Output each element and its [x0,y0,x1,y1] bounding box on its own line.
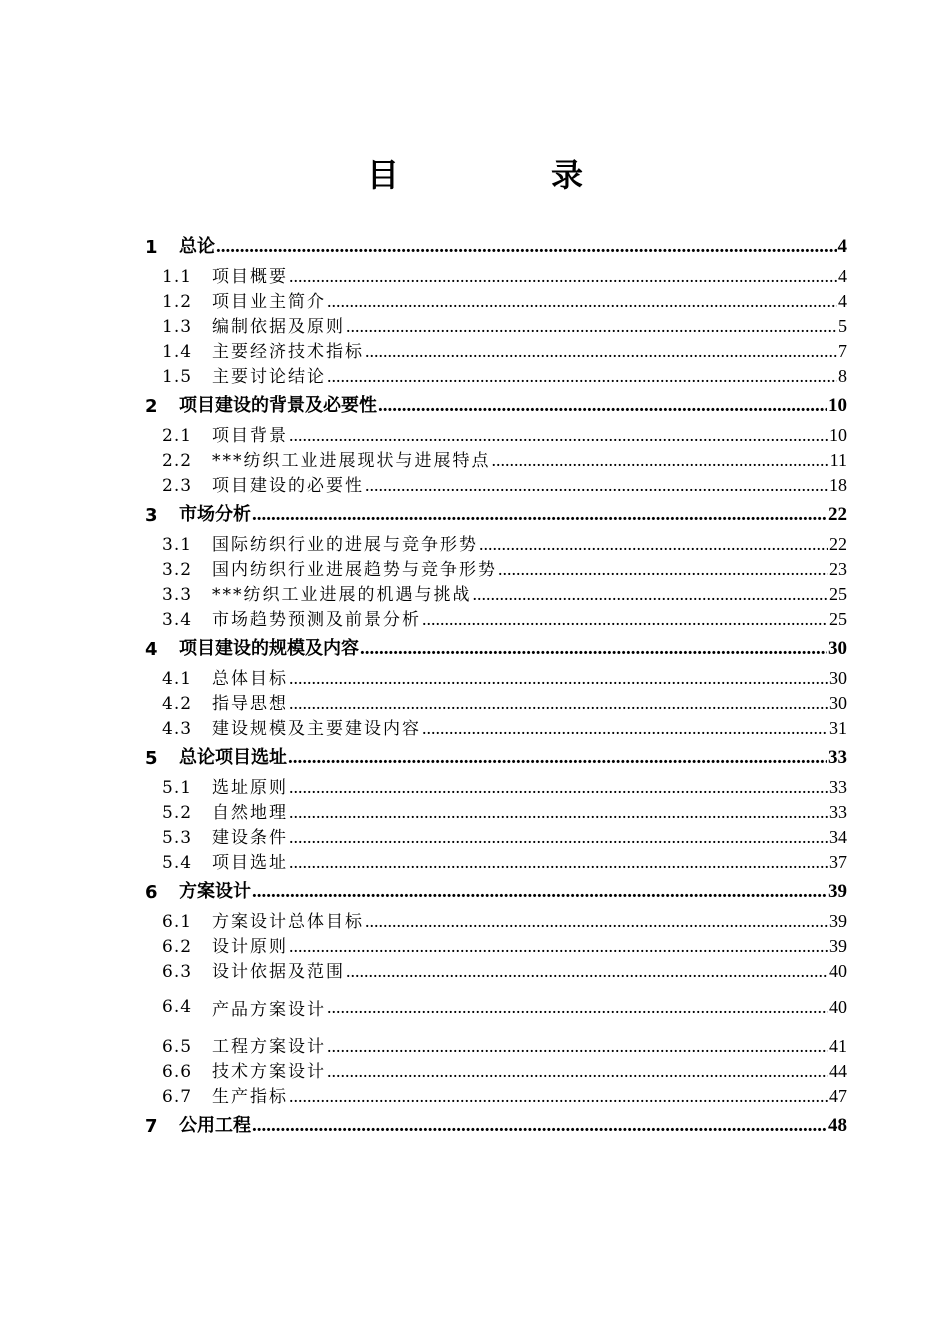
chapter-title: 项目建设的背景及必要性 [179,395,377,416]
section-title: 国际纺织行业的进展与竞争形势 [212,535,478,555]
section-page-number: 25 [829,584,847,604]
chapter-page-number: 33 [828,747,847,768]
section-title: 产品方案设计 [212,999,326,1020]
dot-leader [346,316,837,337]
toc-section-4-3[interactable] [145,714,847,739]
dot-leader [289,802,828,823]
chapter-number: 5 [145,748,158,769]
dot-leader [252,881,827,903]
section-number: 6.3 [162,962,193,982]
section-title: 项目背景 [212,426,288,446]
chapter-page-number: 4 [837,236,847,257]
chapter-number: 4 [145,639,158,660]
dot-leader [289,668,828,689]
toc-section-6-4[interactable] [145,982,847,1032]
section-number: 6.1 [162,912,193,932]
toc-section-2-3[interactable] [145,471,847,496]
section-title: 指导思想 [212,694,288,714]
dot-leader [252,1115,827,1137]
chapter-title: 方案设计 [179,881,251,902]
section-page-number: 39 [829,936,847,956]
section-title: 设计原则 [212,937,288,957]
chapter-page-number: 48 [828,1115,847,1136]
section-number: 1.5 [162,367,193,387]
dot-leader [289,777,828,798]
table-of-contents [145,232,847,1141]
toc-section-5-1[interactable] [145,773,847,798]
toc-section-2-1[interactable] [145,421,847,446]
section-title: 项目概要 [212,267,288,287]
toc-chapter-4[interactable] [145,634,847,660]
section-title: 项目建设的必要性 [212,476,364,496]
toc-section-4-1[interactable] [145,664,847,689]
chapter-page-number: 39 [828,881,847,902]
dot-leader [288,747,827,769]
dot-leader [289,827,828,848]
dot-leader [473,584,829,605]
toc-section-3-2[interactable] [145,555,847,580]
section-number: 5.1 [162,778,193,798]
section-title: 市场趋势预测及前景分析 [212,610,421,630]
toc-section-3-3[interactable] [145,580,847,605]
chapter-number: 3 [145,505,158,526]
section-number: 3.4 [162,610,193,630]
toc-section-6-3[interactable] [145,957,847,982]
section-page-number: 39 [829,911,847,931]
toc-chapter-2[interactable] [145,391,847,417]
chapter-title: 总论项目选址 [179,747,287,768]
dot-leader [289,693,828,714]
toc-section-1-2[interactable] [145,287,847,312]
dot-leader [252,504,827,526]
toc-section-3-1[interactable] [145,530,847,555]
section-page-number: 22 [829,534,847,554]
chapter-page-number: 22 [828,504,847,525]
section-number: 3.3 [162,585,193,605]
section-number: 1.3 [162,317,193,337]
section-title: 总体目标 [212,669,288,689]
section-number: 5.3 [162,828,193,848]
toc-chapter-1[interactable] [145,232,847,258]
section-title: 选址原则 [212,778,288,798]
section-number: 6.6 [162,1062,193,1082]
section-number: 6.7 [162,1087,193,1107]
section-title: ***纺织工业进展的机遇与挑战 [212,585,472,605]
section-number: 4.2 [162,694,193,714]
toc-section-2-2[interactable] [145,446,847,471]
section-page-number: 40 [829,961,847,981]
dot-leader [327,366,837,387]
section-number: 1.4 [162,342,193,362]
toc-chapter-6[interactable] [145,877,847,903]
chapter-page-number: 10 [828,395,847,416]
chapter-number: 6 [145,882,158,903]
dot-leader [289,852,828,873]
section-page-number: 4 [838,266,847,286]
section-number: 2.1 [162,426,193,446]
toc-chapter-7[interactable] [145,1111,847,1137]
toc-section-1-3[interactable] [145,312,847,337]
section-title: 主要讨论结论 [212,367,326,387]
section-page-number: 10 [829,425,847,445]
section-page-number: 18 [829,475,847,495]
section-title: 设计依据及范围 [212,962,345,982]
section-number: 4.1 [162,669,193,689]
toc-chapter-5[interactable] [145,743,847,769]
section-page-number: 25 [829,609,847,629]
dot-leader [498,559,828,580]
section-title: 生产指标 [212,1087,288,1107]
section-title: 主要经济技术指标 [212,342,364,362]
section-page-number: 23 [829,559,847,579]
chapter-number: 7 [145,1116,158,1137]
section-number: 1.1 [162,267,193,287]
dot-leader [327,1061,828,1082]
dot-leader [289,425,828,446]
chapter-title: 公用工程 [179,1115,251,1136]
dot-leader [289,936,828,957]
section-title: 方案设计总体目标 [212,912,364,932]
section-title: 工程方案设计 [212,1037,326,1057]
dot-leader [360,638,827,660]
chapter-title: 项目建设的规模及内容 [179,638,359,659]
toc-section-6-7[interactable] [145,1082,847,1107]
section-title: 国内纺织行业进展趋势与竞争形势 [212,560,497,580]
section-number: 6.4 [162,997,193,1017]
section-number: 6.5 [162,1037,193,1057]
section-page-number: 30 [829,668,847,688]
dot-leader [289,266,837,287]
section-title: 建设条件 [212,828,288,848]
section-number: 5.4 [162,853,193,873]
dot-leader [422,718,828,739]
section-page-number: 33 [829,802,847,822]
dot-leader [422,609,828,630]
section-page-number: 7 [838,341,847,361]
section-title: 技术方案设计 [212,1062,326,1082]
section-title: 自然地理 [212,803,288,823]
toc-section-6-1[interactable] [145,907,847,932]
toc-section-6-6[interactable] [145,1057,847,1082]
section-title: 项目选址 [212,853,288,873]
section-number: 1.2 [162,292,193,312]
section-number: 4.3 [162,719,193,739]
dot-leader [479,534,828,555]
chapter-page-number: 30 [828,638,847,659]
section-page-number: 37 [829,852,847,872]
section-number: 3.1 [162,535,193,555]
chapter-number: 2 [145,396,158,417]
toc-section-6-5[interactable] [145,1032,847,1057]
dot-leader [346,961,828,982]
section-number: 2.2 [162,451,193,471]
dot-leader [378,395,827,417]
chapter-title: 总论 [179,236,215,257]
toc-section-5-4[interactable] [145,848,847,873]
section-page-number: 8 [838,366,847,386]
dot-leader [327,291,837,312]
dot-leader [365,475,828,496]
section-page-number: 34 [829,827,847,847]
section-title: 项目业主简介 [212,292,326,312]
toc-chapter-3[interactable] [145,500,847,526]
dot-leader [216,236,837,258]
dot-leader [289,1086,828,1107]
section-page-number: 41 [829,1036,847,1056]
dot-leader [492,450,829,471]
toc-section-4-2[interactable] [145,689,847,714]
dot-leader [365,911,828,932]
section-number: 3.2 [162,560,193,580]
section-page-number: 5 [838,316,847,336]
toc-section-1-1[interactable] [145,262,847,287]
dot-leader [327,1036,828,1057]
section-page-number: 47 [829,1086,847,1106]
section-title: 编制依据及原则 [212,317,345,337]
section-page-number: 44 [829,1061,847,1081]
section-title: 建设规模及主要建设内容 [212,719,421,739]
dot-leader [327,997,828,1018]
section-page-number: 11 [829,450,847,470]
section-number: 2.3 [162,476,193,496]
section-page-number: 30 [829,693,847,713]
toc-section-5-3[interactable] [145,823,847,848]
section-title: ***纺织工业进展现状与进展特点 [212,451,491,471]
section-page-number: 4 [838,291,847,311]
toc-section-5-2[interactable] [145,798,847,823]
page-title: 目 录 [366,156,643,194]
section-page-number: 40 [829,996,847,1017]
section-number: 6.2 [162,937,193,957]
toc-section-3-4[interactable] [145,605,847,630]
toc-section-1-4[interactable] [145,337,847,362]
toc-section-6-2[interactable] [145,932,847,957]
section-page-number: 31 [829,718,847,738]
toc-section-1-5[interactable] [145,362,847,387]
section-page-number: 33 [829,777,847,797]
dot-leader [365,341,837,362]
section-number: 5.2 [162,803,193,823]
chapter-number: 1 [145,237,158,258]
chapter-title: 市场分析 [179,504,251,525]
